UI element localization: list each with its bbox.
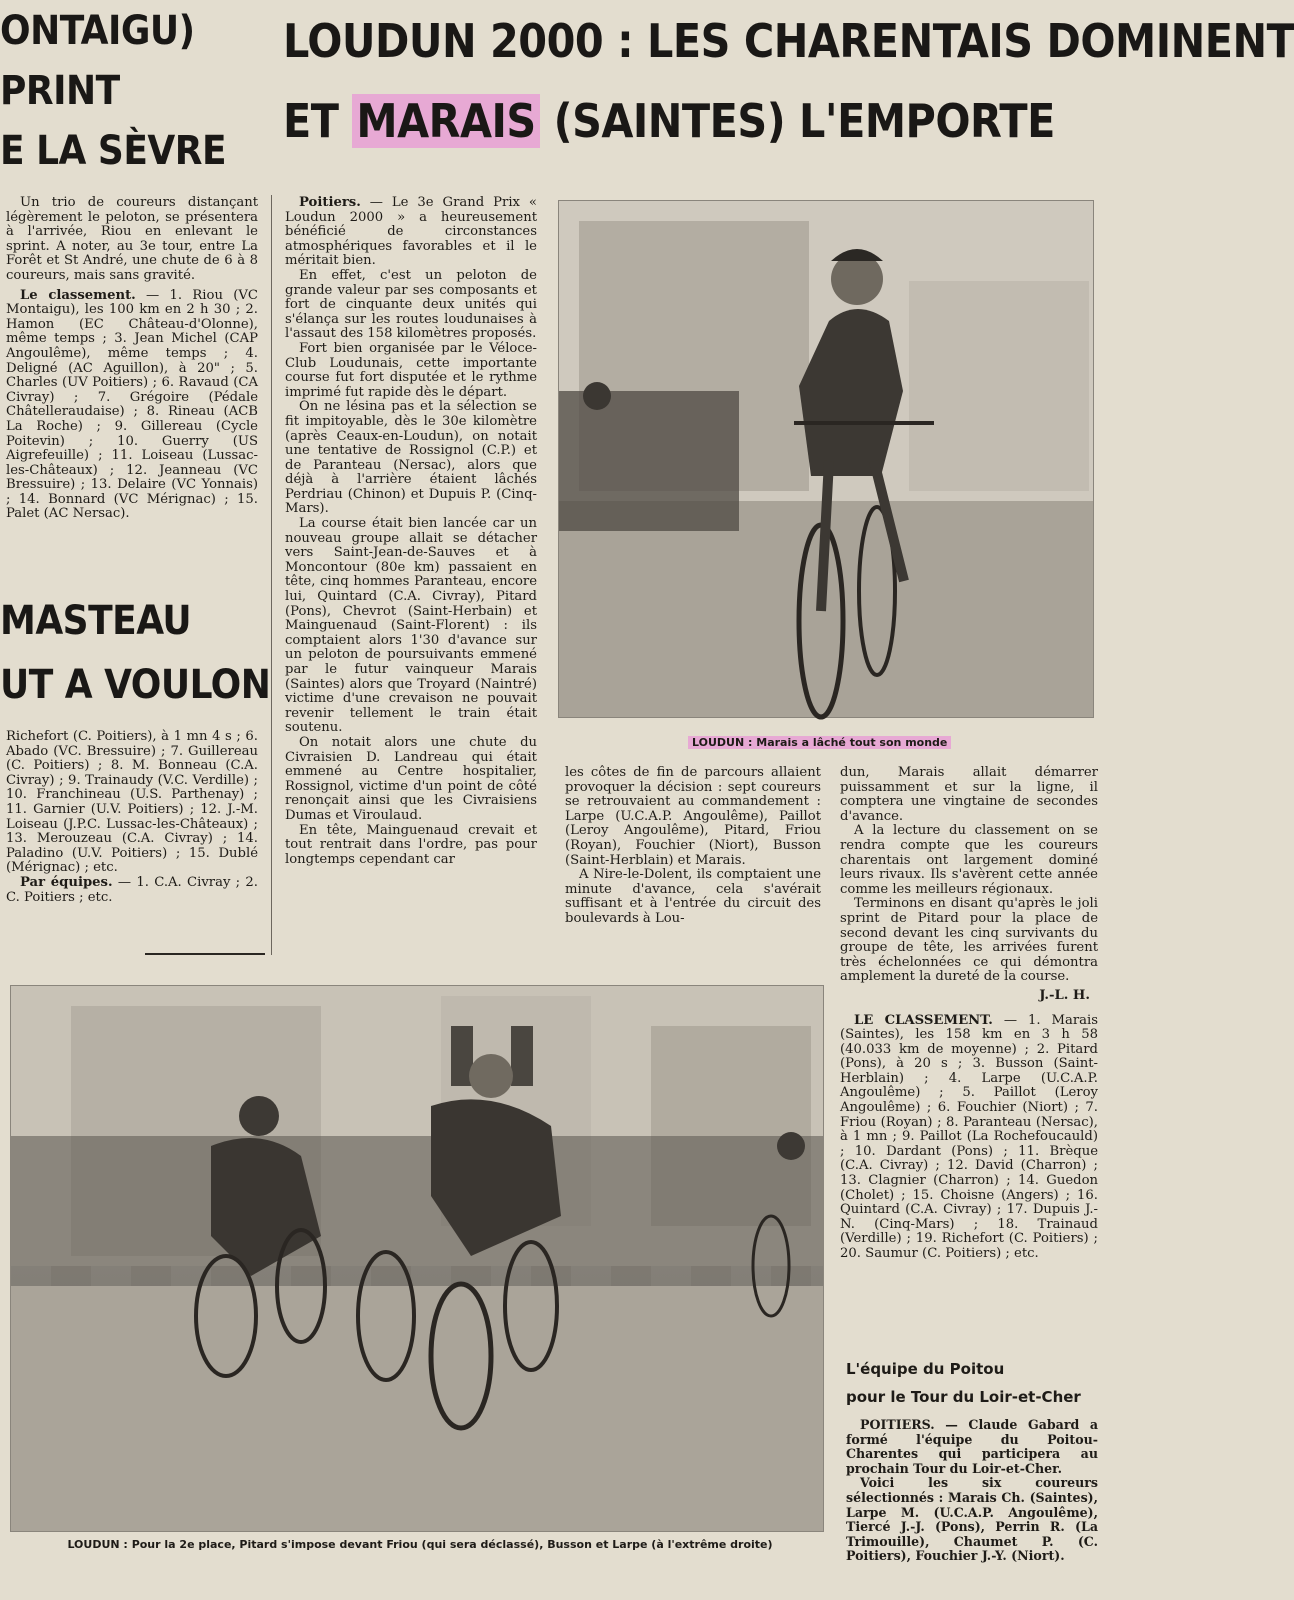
left-headline-line1: ONTAIGU) [0, 8, 195, 54]
main-article-col3 [840, 766, 1098, 1336]
main-p2: En effet, c'est un peloton de grande valeur par ses composants et fort de cinquante deux unités qui s'élança sur les routes loudunaises à l'assaut des 158 kilomètres proposés. [285, 267, 537, 342]
left-headline-line3: E LA SÈVRE [0, 128, 227, 174]
main-classement-label: LE CLASSEMENT. [854, 1012, 993, 1028]
main-p6: On notait alors une chute du Civraisien D. Landreau qui était emmené au Centre hospitalier, Rossignol, victime d'un point de côté renonçait ainsi que les Civraisiens Dumas et Viroulaud. [285, 734, 537, 823]
photo-marais-illustration [559, 201, 1093, 717]
main-headline-line2 [283, 94, 1055, 148]
side-article-title1: L'équipe du Poitou [846, 1360, 1005, 1378]
left-headline-line2: PRINT [0, 68, 120, 114]
main-c3p3: Terminons en disant qu'après le joli sprint de Pitard pour la place de second devant les cinq survivants du groupe de tête, les arrivées furent très échelonnées ce qui démontra amplement la dureté de la course. [840, 896, 1098, 985]
photo-marais-cyclist [558, 200, 1094, 718]
photo1-caption-label: LOUDUN : [692, 736, 753, 749]
left-headline2-line2: UT A VOULON [0, 662, 271, 708]
main-c2p2: A Nire-le-Dolent, ils comptaient une minute d'avance, cela s'avérait suffisant et à l'entrée du circuit des boulevards à Lou- [565, 867, 821, 926]
main-p3: Fort bien organisée par le Véloce-Club Loudunais, cette importante course fut fort disputée et le rythme imprimé fut rapide dès le départ. [285, 340, 537, 400]
column-divider [271, 195, 272, 955]
left-article-1-intro: Un trio de coureurs distançant légèrement le peloton, se présentera à l'arrivée, Riou en enlevant le sprint. A noter, au 3e tour, entre La Forêt et St André, une chute de 6 à 8 coureurs, mais sans gravité. [6, 195, 258, 283]
left-article-2-equipes [6, 876, 258, 905]
photo-sprint-illustration [11, 986, 823, 1531]
side-p1-text: — Claude Gabard a formé l'équipe du Poitou-Charentes qui participera au prochain Tour du Loir-et-Cher. [846, 1417, 1098, 1476]
main-p5: La course était bien lancée car un nouveau groupe allait se détacher vers Saint-Jean-de-Sauves et à Moncontour (80e km) passaient en tête, cinq hommes Paranteau, encore lui, Quintard (C.A. Civray), Pitard (Pons), Chevrot (Saint-Herbain) et Mainguenaud (Saint-Florent) : ils comptaient alors 1'30 d'avance sur un peloton de poursuivants emmené par le futur vainqueur Marais (Saintes) alors que Troyard (Naintré) victime d'une crevaison ne pouvait revenir tellement le train était soutenu. [285, 516, 537, 736]
side-p2: Voici les six coureurs sélectionnés : Marais Ch. (Saintes), Larpe M. (U.C.A.P. Angoulême), Tiercé J.-J. (Pons), Perrin R. (La Trimouille), Chaumet P. (C. Poitiers), Fouchier J.-Y. (Niort). [846, 1475, 1098, 1564]
main-headline-rest: (SAINTES) L'EMPORTE [553, 94, 1055, 148]
main-c3p1: dun, Marais allait démarrer puissamment et sur la ligne, il comptera une vingtaine de secondes d'avance. [840, 765, 1098, 824]
main-article-col2 [565, 766, 821, 958]
photo2-caption [20, 1538, 820, 1552]
main-c2p1: les côtes de fin de parcours allaient provoquer la décision : sept coureurs se retrouvaient au commandement : Larpe (U.C.A.P. Angoulême), Paillot (Leroy Angoulême), Pitard, Friou (Royan), Fouchier (Niort), Busson (Saint-Herblain) et Marais. [565, 765, 821, 868]
photo2-caption-text: Pour la 2e place, Pitard s'impose devant Friou (qui sera déclassé), Busson et Larpe (à l'extrême droite) [131, 1538, 773, 1551]
main-headline-marais: MARAIS [352, 94, 539, 148]
left-equipes-label: Par équipes. [20, 874, 113, 890]
left-article-1 [6, 196, 258, 576]
main-classement [840, 1014, 1098, 1262]
left-classement-label: Le classement. [20, 287, 136, 303]
main-c3p2: A la lecture du classement on se rendra compte que les coureurs charentais ont largement dominé leurs rivaux. Ils s'avèrent cette année comme les meilleurs régionaux. [840, 823, 1098, 897]
photo1-caption-text: Marais a lâché tout son monde [756, 736, 948, 749]
left-equipes-text: — 1. C.A. Civray ; 2. C. Poitiers ; etc. [6, 874, 258, 905]
main-classement-text: — 1. Marais (Saintes), les 158 km en 3 h 58 (40.033 km de moyenne) ; 2. Pitard (Pons), à 20 s ; 3. Busson (Saint-Herblain) ; 4. Larpe (U.C.A.P. Angoulême) ; 5. Paillot (Leroy Angoulême) ; 6. Fouchier (Niort) ; 7. Friou (Royan) ; 8. Paranteau (Nersac), à 1 mn ; 9. Paillot (La Rochefoucauld) ; 10. Dardant (Pons) ; 11. Brèque (C.A. Civray) ; 12. David (Charron) ; 13. Clagnier (Charron) ; 14. Guedon (Cholet) ; 15. Choisne (Angers) ; 16. Quintard (C.A. Civray) ; 17. Dupuis J.-N. (Cinq-Mars) ; 18. Trainaud (Verdille) ; 19. Richefort (C. Poitiers) ; 20. Saumur (C. Poitiers) ; etc. [840, 1012, 1098, 1261]
photo-sprint-finish [10, 985, 824, 1532]
photo2-caption-label: LOUDUN : [67, 1538, 128, 1551]
main-p1 [285, 196, 537, 269]
main-p4: On ne lésina pas et la sélection se fit impitoyable, dès le 30e kilomètre (après Ceaux-en-Loudun), on notait une tentative de Rossignol (C.P.) et de Paranteau (Nersac), alors que déjà à l'arrière étaient lâchés Perdriau (Chinon) et Dupuis P. (Cinq-Mars). [285, 399, 537, 517]
main-dateline: Poitiers. [299, 195, 361, 210]
main-p7: En tête, Mainguenaud crevait et tout rentrait dans l'ordre, pas pour longtemps cependant car [285, 822, 537, 867]
main-headline-et: ET [283, 94, 339, 148]
left-article-2 [6, 730, 258, 945]
left-headline2-line1: MASTEAU [0, 598, 192, 644]
main-headline-line1: LOUDUN 2000 : LES CHARENTAIS DOMINENT [283, 14, 1294, 68]
main-p1-text: — Le 3e Grand Prix « Loudun 2000 » a heureusement bénéficié de circonstances atmosphériques favorables et il le méritait bien. [285, 195, 537, 269]
side-article-title2: pour le Tour du Loir-et-Cher [846, 1388, 1081, 1406]
left-article-2-text: Richefort (C. Poitiers), à 1 mn 4 s ; 6. Abado (VC. Bressuire) ; 7. Guillereau (C. Poitiers) ; 8. M. Bonneau (C.A. Civray) ; 9. Trainaudy (V.C. Verdille) ; 10. Franchineau (U.S. Parthenay) ; 11. Garnier (U.V. Poitiers) ; 12. J.-M. Loiseau (J.P.C. Lussac-les-Châteaux) ; 13. Merouzeau (C.A. Civray) ; 14. Paladino (U.V. Poitiers) ; 15. Dublé (Mérignac) ; etc. [6, 729, 258, 876]
main-signature: J.-L. H. [1039, 987, 1090, 1003]
left-article-1-classement [6, 289, 258, 523]
left-classement-text: — 1. Riou (VC Montaigu), les 100 km en 2 h 30 ; 2. Hamon (EC Château-d'Olonne), même temps ; 3. Jean Michel (CAP Angoulême), même temps ; 4. Deligné (AC Aguillon), à 20" ; 5. Charles (UV Poitiers) ; 6. Ravaud (CA Civray) ; 7. Grégoire (Pédale Châtelleraudaise) ; 8. Rineau (ACB La Roche) ; 9. Gillereau (Cycle Poitevin) ; 10. Guerry (US Aigrefeuille) ; 11. Loiseau (Lussac-les-Châteaux) ; 12. Jeanneau (VC Bressuire) ; 13. Delaire (VC Yonnais) ; 14. Bonnard (VC Mérignac) ; 15. Palet (AC Nersac). [6, 287, 258, 522]
photo1-caption [688, 736, 951, 750]
side-p1 [846, 1418, 1098, 1476]
side-article-body [846, 1418, 1098, 1594]
side-dateline: POITIERS. [860, 1417, 935, 1432]
left-article-end-rule [145, 953, 265, 955]
photo1-caption-highlight [688, 736, 951, 749]
main-article-col1 [285, 196, 537, 956]
